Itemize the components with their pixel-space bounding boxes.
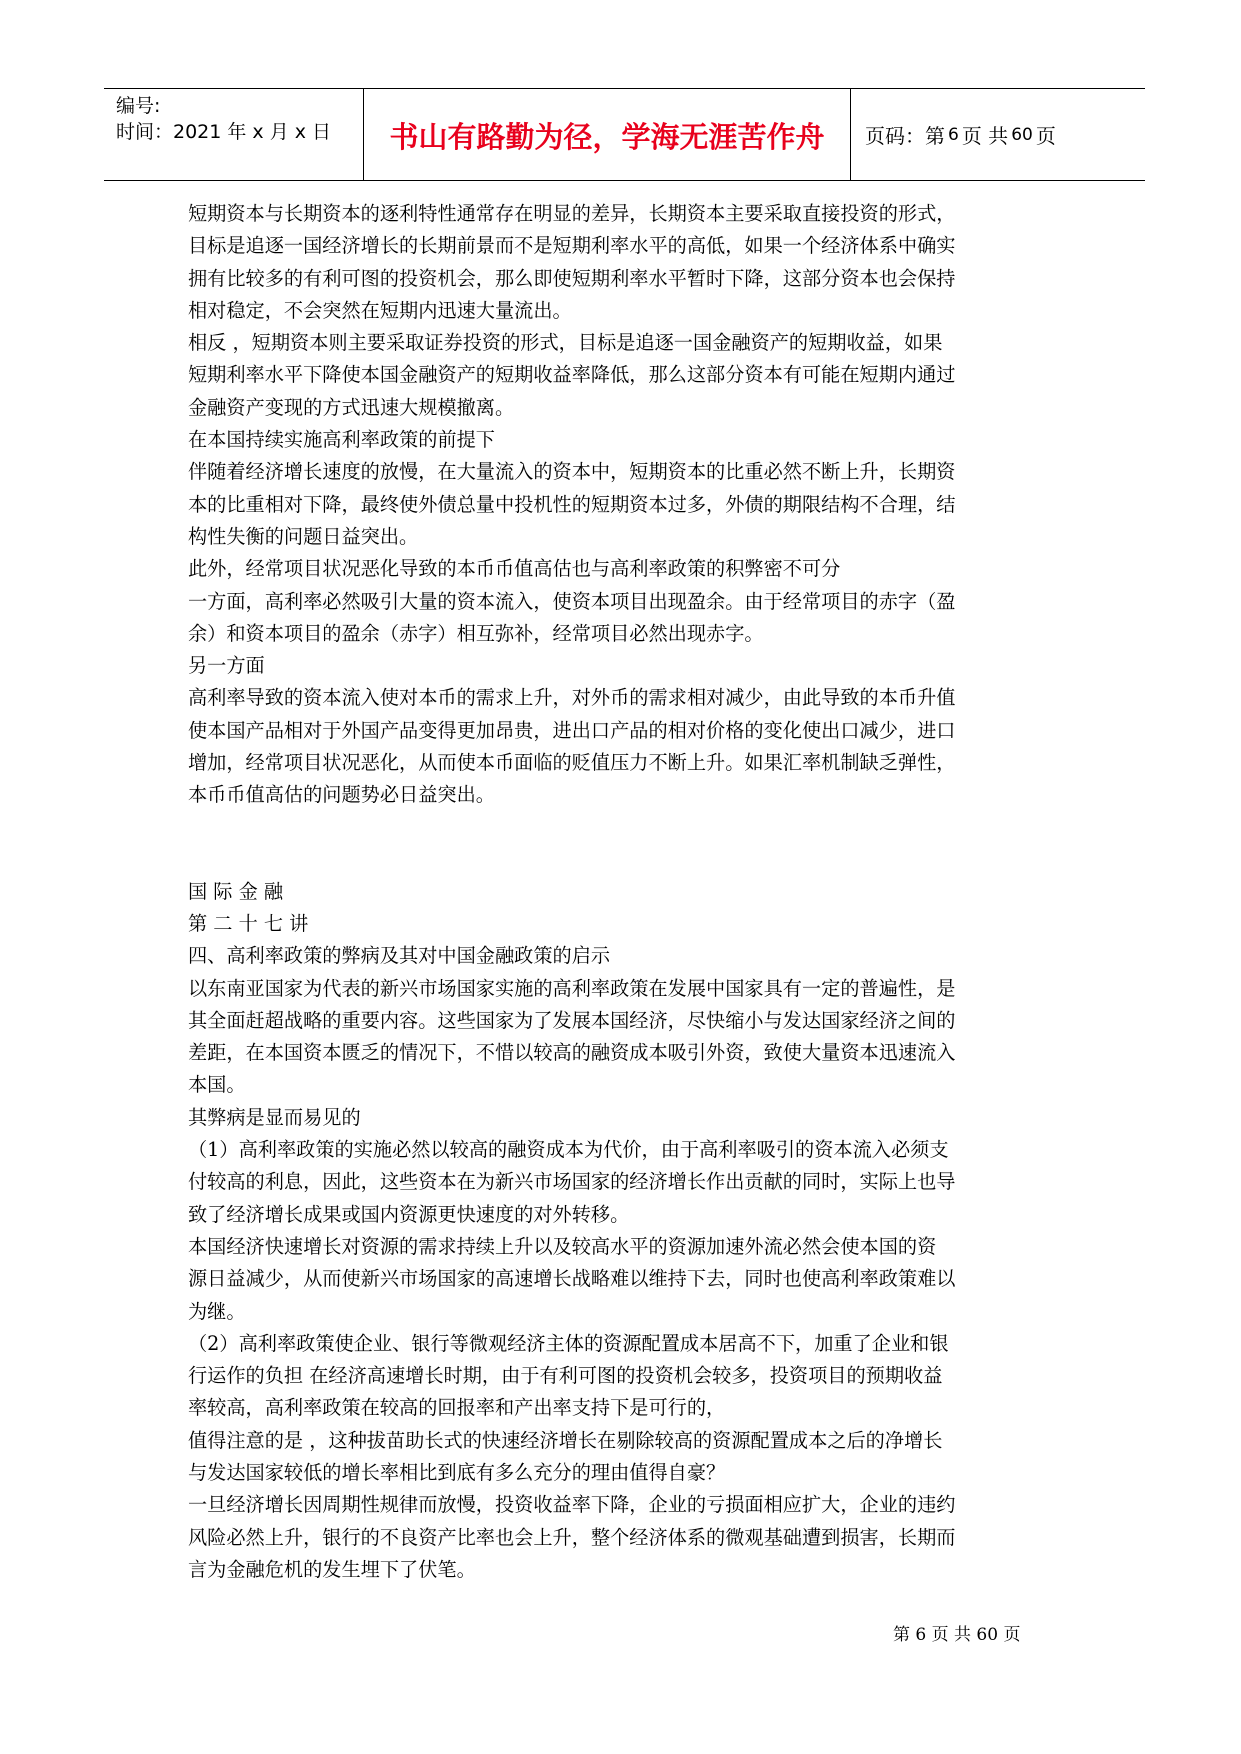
text-line: 致了经济增长成果或国内资源更快速度的对外转移。	[188, 1202, 630, 1226]
text-line: 值得注意的是 ，这种拔苗助长式的快速经济增长在剔除较高的资源配置成本之后的净增长	[188, 1428, 943, 1452]
text-line: 行运作的负担 在经济高速增长时期，由于有利可图的投资机会较多，投资项目的预期收益	[188, 1364, 943, 1388]
text-line: 第 二 十 七 讲	[188, 911, 309, 935]
text-line: 在本国持续实施高利率政策的前提下	[188, 428, 495, 452]
page-footer: 第 6 页 共 60 页	[893, 1625, 1021, 1645]
page-prefix: 页码：第	[865, 124, 945, 148]
text-line: 构性失衡的问题日益突出。	[188, 524, 419, 548]
header-motto: 书山有路勤为径，学海无涯苦作舟	[364, 89, 851, 180]
text-line: 本国。	[188, 1073, 246, 1097]
text-line: 本国经济快速增长对资源的需求持续上升以及较高水平的资源加速外流必然会使本国的资	[188, 1234, 937, 1258]
text-line: 另一方面	[188, 654, 265, 678]
text-line: 付较高的利息，因此，这些资本在为新兴市场国家的经济增长作出贡献的同时，实际上也导	[188, 1170, 956, 1194]
document-body	[188, 198, 1060, 1586]
text-line: 相对稳定，不会突然在短期内迅速大量流出。	[188, 298, 572, 322]
text-block-capital-flows	[188, 198, 1060, 812]
text-line: 相反 ，短期资本则主要采取证券投资的形式，目标是追逐一国金融资产的短期收益，如果	[188, 331, 943, 355]
page-total: 60	[1011, 124, 1033, 145]
text-line: 短期利率水平下降使本国金融资产的短期收益率降低，那么这部分资本有可能在短期内通过	[188, 363, 956, 387]
text-line: （2）高利率政策使企业、银行等微观经济主体的资源配置成本居高不下，加重了企业和银	[188, 1331, 949, 1355]
text-line: 余）和资本项目的盈余（赤字）相互弥补，经常项目必然出现赤字。	[188, 621, 764, 645]
section-gap	[188, 812, 1060, 876]
text-line: 其弊病是显而易见的	[188, 1105, 361, 1129]
header-page-number	[851, 89, 1145, 180]
text-line: 源日益减少，从而使新兴市场国家的高速增长战略难以维持下去，同时也使高利率政策难以	[188, 1267, 956, 1291]
text-line: （1）高利率政策的实施必然以较高的融资成本为代价，由于高利率吸引的资本流入必须支	[188, 1138, 949, 1162]
text-line: 本的比重相对下降，最终使外债总量中投机性的短期资本过多，外债的期限结构不合理，结	[188, 492, 956, 516]
text-line: 其全面赶超战略的重要内容。这些国家为了发展本国经济，尽快缩小与发达国家经济之间的	[188, 1008, 956, 1032]
time-label: 时间：2021 年 x 月 x 日	[116, 121, 332, 143]
serial-label: 编号:	[116, 95, 161, 117]
text-line: 伴随着经济增长速度的放慢，在大量流入的资本中，短期资本的比重必然不断上升，长期资	[188, 460, 956, 484]
page-header	[104, 88, 1145, 181]
text-line: 金融资产变现的方式迅速大规模撤离。	[188, 395, 515, 419]
text-line: 以东南亚国家为代表的新兴市场国家实施的高利率政策在发展中国家具有一定的普遍性，是	[188, 976, 956, 1000]
page-mid: 页 共	[961, 124, 1009, 148]
text-line: 差距，在本国资本匮乏的情况下，不惜以较高的融资成本吸引外资，致使大量资本迅速流入	[188, 1041, 956, 1065]
text-line: 四、高利率政策的弊病及其对中国金融政策的启示	[188, 944, 611, 968]
text-line: 一方面，高利率必然吸引大量的资本流入，使资本项目出现盈余。由于经常项目的赤字（盈	[188, 589, 956, 613]
text-line: 增加，经常项目状况恶化，从而使本币面临的贬值压力不断上升。如果汇率机制缺乏弹性，	[188, 751, 956, 775]
text-line: 风险必然上升，银行的不良资产比率也会上升，整个经济体系的微观基础遭到损害，长期而	[188, 1525, 956, 1549]
text-line: 一旦经济增长因周期性规律而放慢，投资收益率下降，企业的亏损面相应扩大，企业的违约	[188, 1493, 956, 1517]
text-line: 高利率导致的资本流入使对本币的需求上升，对外币的需求相对减少，由此导致的本币升值	[188, 686, 956, 710]
text-block-lecture-27	[188, 876, 1060, 1587]
page-current: 6	[948, 124, 959, 145]
text-line: 率较高，高利率政策在较高的回报率和产出率支持下是可行的，	[188, 1396, 726, 1420]
text-line: 国 际 金 融	[188, 879, 284, 903]
text-line: 为继。	[188, 1299, 246, 1323]
text-line: 拥有比较多的有利可图的投资机会，那么即使短期利率水平暂时下降，这部分资本也会保持	[188, 266, 956, 290]
text-line: 言为金融危机的发生埋下了伏笔。	[188, 1557, 476, 1581]
page-suffix: 页	[1035, 124, 1056, 148]
text-line: 短期资本与长期资本的逐利特性通常存在明显的差异，长期资本主要采取直接投资的形式，	[188, 202, 956, 225]
text-line: 此外，经常项目状况恶化导致的本币币值高估也与高利率政策的积弊密不可分	[188, 557, 841, 581]
text-line: 目标是追逐一国经济增长的长期前景而不是短期利率水平的高低，如果一个经济体系中确实	[188, 234, 956, 258]
text-line: 使本国产品相对于外国产品变得更加昂贵，进出口产品的相对价格的变化使出口减少，进口	[188, 718, 956, 742]
text-line: 本币币值高估的问题势必日益突出。	[188, 783, 495, 807]
text-line: 与发达国家较低的增长率相比到底有多么充分的理由值得自豪？	[188, 1460, 726, 1484]
header-meta	[104, 89, 364, 180]
